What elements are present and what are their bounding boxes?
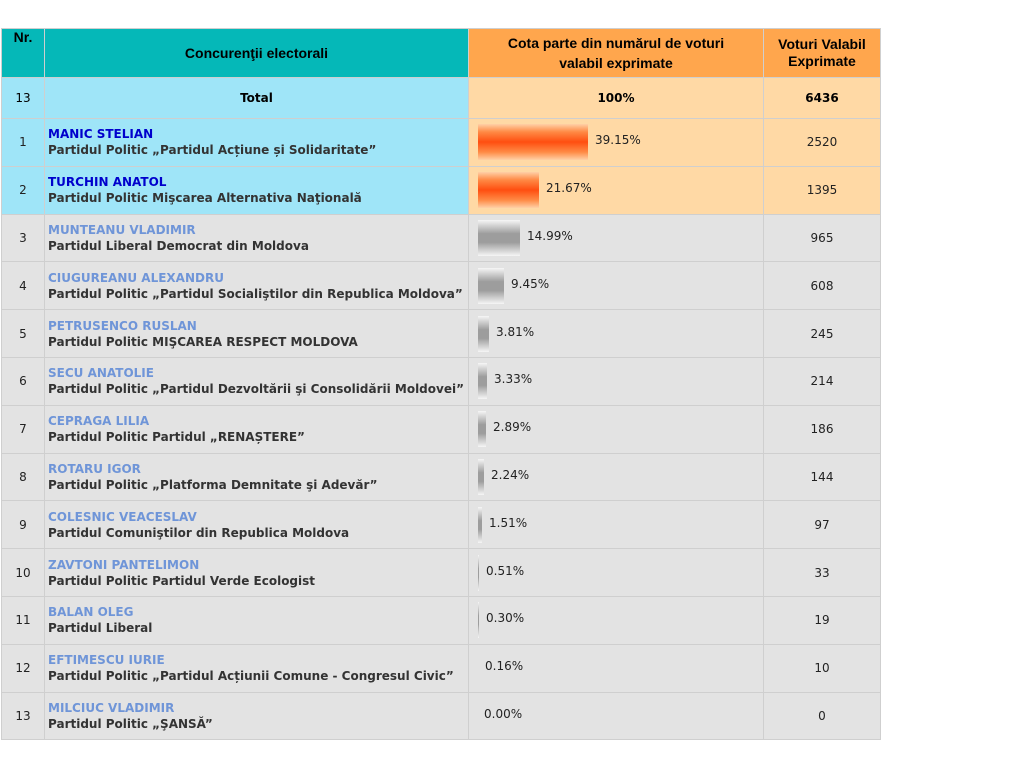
table-row xyxy=(2,596,881,644)
candidate-name: ZAVTONI PANTELIMON xyxy=(48,557,200,572)
row-contestant xyxy=(45,501,469,549)
row-nr: 5 xyxy=(2,310,45,358)
party-name: Partidul Politic „Partidul Acțiune și Solidaritate” xyxy=(48,143,377,158)
header-votes xyxy=(764,29,881,78)
row-share xyxy=(469,119,764,167)
header-votes-line1: Voturi Valabil xyxy=(778,36,866,52)
party-name: Partidul Politic Partidul Verde Ecologist xyxy=(48,573,316,588)
table-row xyxy=(2,357,881,405)
candidate-name: ROTARU IGOR xyxy=(48,461,141,476)
candidate-name: COLESNIC VEACESLAV xyxy=(48,509,197,524)
share-bar xyxy=(478,316,489,352)
share-bar xyxy=(478,507,482,543)
table-row xyxy=(2,214,881,262)
row-votes: 186 xyxy=(764,405,881,453)
share-label: 1.51% xyxy=(489,515,528,530)
table-row xyxy=(2,644,881,692)
party-name: Partidul Liberal Democrat din Moldova xyxy=(48,238,309,253)
row-votes: 33 xyxy=(764,549,881,597)
candidate-name: SECU ANATOLIE xyxy=(48,366,154,381)
row-votes: 2520 xyxy=(764,119,881,167)
party-name: Partidul Liberal xyxy=(48,621,153,636)
row-contestant xyxy=(45,692,469,740)
row-nr: 2 xyxy=(2,166,45,214)
header-votes-line2: Exprimate xyxy=(788,53,856,69)
table-row xyxy=(2,262,881,310)
row-nr: 3 xyxy=(2,214,45,262)
table-row xyxy=(2,310,881,358)
candidate-name: MUNTEANU VLADIMIR xyxy=(48,222,196,237)
header-contestants: Concurenţii electorali xyxy=(45,29,469,78)
candidate-name: PETRUSENCO RUSLAN xyxy=(48,318,197,333)
row-share xyxy=(469,692,764,740)
party-name: Partidul Politic „Platforma Demnitate şi Adevăr” xyxy=(48,477,378,492)
party-name: Partidul Politic MIŞCAREA RESPECT MOLDOVA xyxy=(48,334,358,349)
row-nr: 1 xyxy=(2,119,45,167)
row-votes: 1395 xyxy=(764,166,881,214)
share-label: 0.00% xyxy=(484,706,523,721)
row-contestant xyxy=(45,357,469,405)
header-nr: Nr. xyxy=(2,29,45,78)
share-bar xyxy=(478,268,504,304)
total-nr: 13 xyxy=(2,78,45,119)
table-row xyxy=(2,501,881,549)
row-share xyxy=(469,262,764,310)
share-bar xyxy=(478,602,479,638)
party-name: Partidul Politic Partidul „RENAȘTERE” xyxy=(48,430,305,445)
row-share xyxy=(469,453,764,501)
row-share xyxy=(469,166,764,214)
row-votes: 214 xyxy=(764,357,881,405)
row-votes: 97 xyxy=(764,501,881,549)
header-share-line2: valabil exprimate xyxy=(559,55,673,71)
row-votes: 144 xyxy=(764,453,881,501)
party-name: Partidul Politic Mişcarea Alternativa Naţională xyxy=(48,191,362,206)
candidate-name: TURCHIN ANATOL xyxy=(48,175,167,190)
header-row xyxy=(2,29,881,78)
total-label: Total xyxy=(45,78,469,119)
share-label: 2.89% xyxy=(493,420,532,435)
row-share xyxy=(469,357,764,405)
row-contestant xyxy=(45,262,469,310)
candidate-name: EFTIMESCU IURIE xyxy=(48,653,165,668)
row-nr: 12 xyxy=(2,644,45,692)
share-bar xyxy=(478,220,520,256)
share-label: 14.99% xyxy=(527,228,573,243)
total-votes: 6436 xyxy=(764,78,881,119)
share-bar xyxy=(478,411,486,447)
header-share-line1: Cota parte din numărul de voturi xyxy=(507,35,725,51)
table-row xyxy=(2,119,881,167)
share-bar xyxy=(478,124,588,160)
row-share xyxy=(469,310,764,358)
row-votes: 608 xyxy=(764,262,881,310)
row-contestant xyxy=(45,453,469,501)
row-contestant xyxy=(45,405,469,453)
share-label: 21.67% xyxy=(546,181,592,196)
row-votes: 965 xyxy=(764,214,881,262)
share-bar xyxy=(478,363,487,399)
table-row xyxy=(2,166,881,214)
share-label: 2.24% xyxy=(491,467,530,482)
row-votes: 245 xyxy=(764,310,881,358)
candidate-name: MILCIUC VLADIMIR xyxy=(48,700,175,715)
share-label: 0.30% xyxy=(486,611,525,626)
row-share xyxy=(469,214,764,262)
row-contestant xyxy=(45,214,469,262)
row-nr: 10 xyxy=(2,549,45,597)
row-share xyxy=(469,501,764,549)
share-label: 3.33% xyxy=(494,372,533,387)
party-name: Partidul Politic „Partidul Dezvoltării şi Consolidării Moldovei” xyxy=(48,382,464,397)
table-row xyxy=(2,405,881,453)
table-row xyxy=(2,453,881,501)
candidate-name: CEPRAGA LILIA xyxy=(48,414,150,429)
party-name: Partidul Politic „Partidul Acțiunii Comune - Congresul Civic” xyxy=(48,669,454,684)
share-label: 39.15% xyxy=(595,133,641,148)
share-bar xyxy=(478,459,484,495)
table-row xyxy=(2,692,881,740)
row-nr: 4 xyxy=(2,262,45,310)
share-bar xyxy=(478,172,539,208)
party-name: Partidul Comuniştilor din Republica Moldova xyxy=(48,525,350,540)
row-votes: 19 xyxy=(764,596,881,644)
row-nr: 8 xyxy=(2,453,45,501)
candidate-name: CIUGUREANU ALEXANDRU xyxy=(48,270,224,285)
row-share xyxy=(469,644,764,692)
share-label: 9.45% xyxy=(511,276,550,291)
share-label: 3.81% xyxy=(496,324,535,339)
row-contestant xyxy=(45,596,469,644)
row-share xyxy=(469,549,764,597)
share-label: 0.16% xyxy=(485,659,524,674)
share-bar xyxy=(478,555,479,591)
results-table xyxy=(1,28,881,740)
total-share: 100% xyxy=(469,78,764,119)
row-nr: 6 xyxy=(2,357,45,405)
row-nr: 13 xyxy=(2,692,45,740)
row-share xyxy=(469,596,764,644)
row-nr: 11 xyxy=(2,596,45,644)
party-name: Partidul Politic „Partidul Socialiştilor din Republica Moldova” xyxy=(48,286,463,301)
row-contestant xyxy=(45,549,469,597)
row-share xyxy=(469,405,764,453)
row-votes: 0 xyxy=(764,692,881,740)
row-nr: 7 xyxy=(2,405,45,453)
header-share xyxy=(469,29,764,78)
row-votes: 10 xyxy=(764,644,881,692)
total-row xyxy=(2,78,881,119)
row-contestant xyxy=(45,644,469,692)
party-name: Partidul Politic „ŞANSĂ” xyxy=(48,716,213,731)
row-contestant xyxy=(45,166,469,214)
table-row xyxy=(2,549,881,597)
row-contestant xyxy=(45,119,469,167)
candidate-name: BALAN OLEG xyxy=(48,605,134,620)
share-label: 0.51% xyxy=(486,563,525,578)
row-contestant xyxy=(45,310,469,358)
candidate-name: MANIC STELIAN xyxy=(48,127,154,142)
row-nr: 9 xyxy=(2,501,45,549)
